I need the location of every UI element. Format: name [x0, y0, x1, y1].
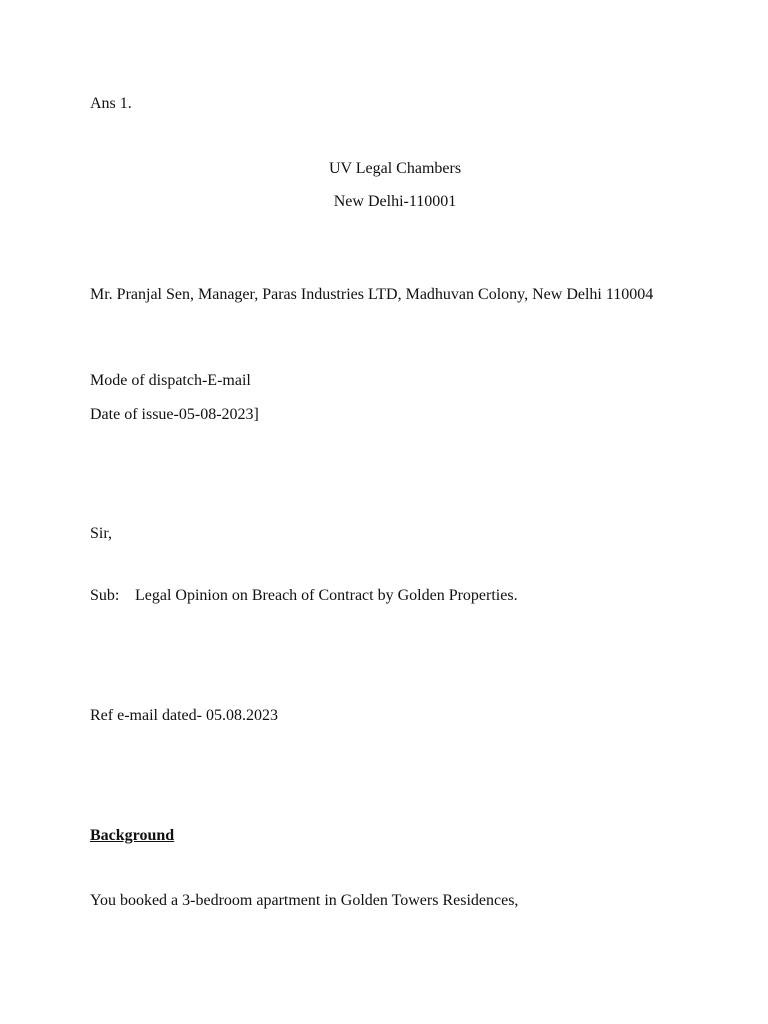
background-heading: Background — [90, 827, 175, 844]
subject-text: Legal Opinion on Breach of Contract by Golden Properties. — [135, 587, 518, 604]
subject-label: Sub: — [90, 587, 120, 604]
salutation: Sir, — [90, 525, 113, 542]
background-paragraph: You booked a 3-bedroom apartment in Golden Towers Residences, — [90, 892, 519, 909]
reference-line: Ref e-mail dated- 05.08.2023 — [90, 707, 278, 724]
firm-address: New Delhi-110001 — [333, 193, 457, 210]
subject-line — [90, 585, 518, 607]
date-of-issue: Date of issue-05-08-2023] — [90, 406, 259, 423]
recipient-address: Mr. Pranjal Sen, Manager, Paras Industries LTD, Madhuvan Colony, New Delhi 110004 — [90, 286, 654, 303]
answer-label: Ans 1. — [90, 95, 132, 112]
mode-of-dispatch: Mode of dispatch-E-mail — [90, 372, 251, 389]
firm-name: UV Legal Chambers — [328, 160, 462, 177]
